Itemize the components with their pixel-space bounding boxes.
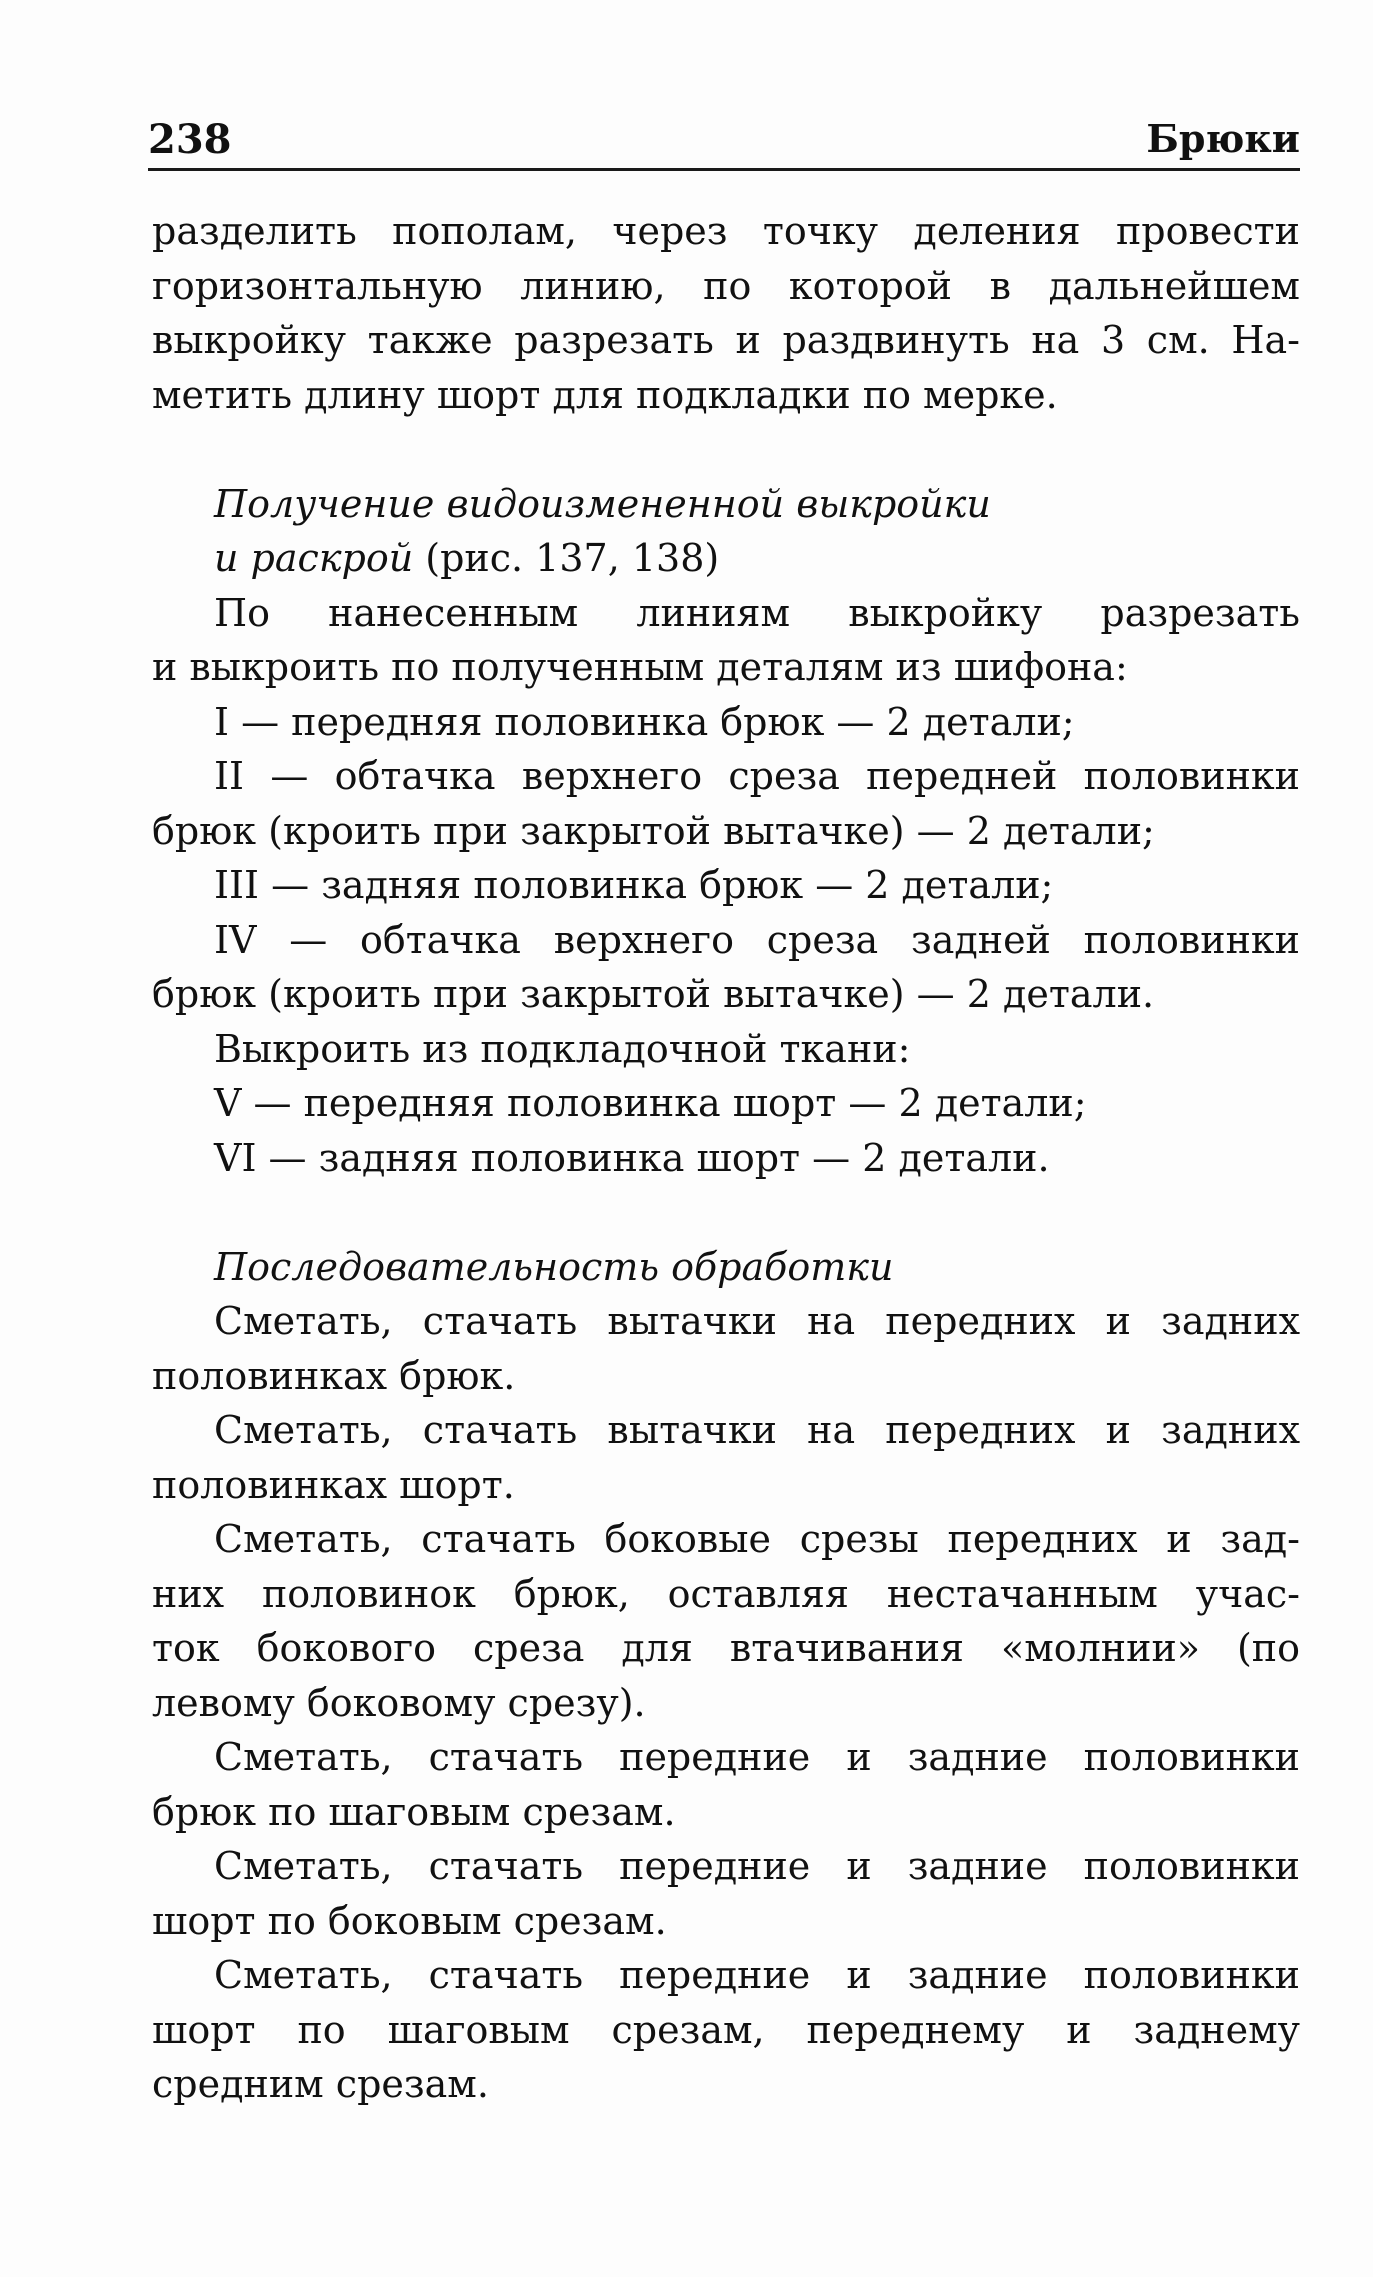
list-item: III — задняя половинка брюк — 2 детали; xyxy=(214,863,1054,907)
section-title: Брюки xyxy=(1146,116,1300,161)
list-item: IV — обтачка верхнего среза задней половинки xyxy=(214,917,1300,962)
list-item: I — передняя половинка брюк — 2 детали; xyxy=(214,699,1075,744)
section-heading-1: Получение видоизмененной выкройки xyxy=(214,481,991,526)
text-line: Сметать, стачать вытачки на передних и задних xyxy=(214,1408,1300,1452)
page-number: 238 xyxy=(148,116,232,163)
text-line: левому боковому срезу). xyxy=(152,1680,646,1725)
text-line: половинках брюк. xyxy=(152,1353,516,1398)
text-line: Сметать, стачать передние и задние половинки xyxy=(214,1844,1300,1888)
heading-italic-part: и раскрой xyxy=(214,536,414,580)
list-item-cont: брюк (кроить при закрытой вытачке) — 2 детали; xyxy=(152,808,1155,853)
text-line: Выкроить из подкладочной ткани: xyxy=(214,1026,911,1071)
section-heading-1-cont xyxy=(152,531,1300,586)
paragraph-gap xyxy=(152,422,1300,477)
text-line: По нанесенным линиям выкройку разрезать xyxy=(214,590,1300,635)
text-line: Сметать, стачать передние и задние половинки xyxy=(214,1953,1300,1997)
list-item-cont: брюк (кроить при закрытой вытачке) — 2 детали. xyxy=(152,972,1155,1016)
text-line: метить длину шорт для подкладки по мерке. xyxy=(152,372,1058,417)
text-line: Сметать, стачать передние и задние половинки xyxy=(214,1735,1300,1779)
figure-reference: (рис. 137, 138) xyxy=(413,536,720,580)
text-line: них половинок брюк, оставляя нестачанным учас- xyxy=(152,1571,1300,1616)
text-line: шорт по боковым срезам. xyxy=(152,1898,667,1943)
section-heading-2: Последовательность обработки xyxy=(214,1244,894,1289)
text-line: Сметать, стачать боковые срезы передних и зад- xyxy=(214,1517,1300,1561)
text-line: выкройку также разрезать и раздвинуть на 3 см. На- xyxy=(152,318,1300,362)
text-line: Сметать, стачать вытачки на передних и задних xyxy=(214,1299,1300,1343)
text-line: шорт по шаговым срезам, переднему и заднему xyxy=(152,2007,1300,2052)
text-line: средним срезам. xyxy=(152,2062,489,2106)
running-head xyxy=(148,108,1300,171)
list-item: V — передняя половинка шорт — 2 детали; xyxy=(214,1081,1087,1125)
text-line: ток бокового среза для втачивания «молнии» (по xyxy=(152,1626,1300,1670)
text-line: горизонтальную линию, по которой в дальнейшем xyxy=(152,263,1300,308)
text-line: и выкроить по полученным деталям из шифона: xyxy=(152,645,1128,689)
text-line: брюк по шаговым срезам. xyxy=(152,1789,676,1834)
list-item: II — обтачка верхнего среза передней половинки xyxy=(214,754,1300,798)
body-text xyxy=(152,204,1300,2112)
list-item: VI — задняя половинка шорт — 2 детали. xyxy=(214,1135,1050,1180)
paragraph-gap xyxy=(152,1185,1300,1240)
text-line: половинках шорт. xyxy=(152,1462,515,1507)
text-line: разделить пополам, через точку деления провести xyxy=(152,209,1300,253)
